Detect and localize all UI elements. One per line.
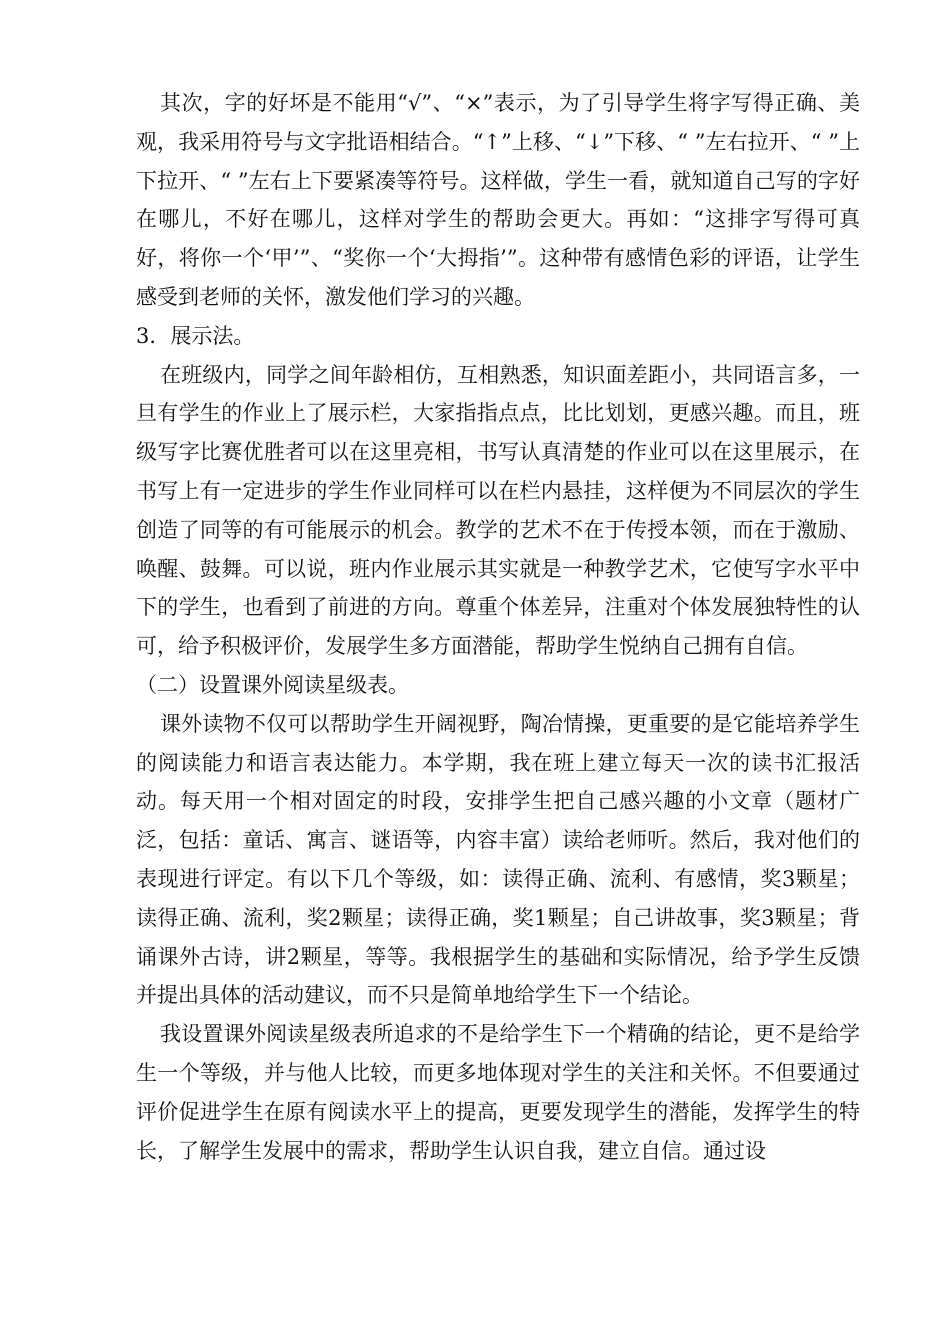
- body-paragraph-reading: 课外读物不仅可以帮助学生开阔视野，陶冶情操，更重要的是它能培养学生的阅读能力和语言表达能力。本学期，我在班上建立每天一次的读书汇报活动。每天用一个相对固定的时段，安排学生把自己感兴趣的小文章（题材广泛，包括：童话、寓言、谜语等，内容丰富）读给老师听。然后，我对他们的表现进行评定。有以下几个等级，如：读得正确、流利、有感情，奖3颗星；读得正确、流利，奖2颗星；读得正确，奖1颗星；自己讲故事，奖3颗星；背诵课外古诗，讲2颗星，等等。我根据学生的基础和实际情况，给予学生反馈并提出具体的活动建议，而不只是简单地给学生下一个结论。: [136, 711, 860, 1008]
- body-paragraph-symbols: 其次，字的好坏是不能用“√”、“×”表示，为了引导学生将字写得正确、美观，我采用符号与文字批语相结合。“↑”上移、“↓”下移、“ ”左右拉开、“ ”上下拉开、“ ”左右上下要紧凑等符号。这样做，学生一看，就知道自己写的字好在哪儿，不好在哪儿，这样对学生的帮助会更大。再如：“这排字写得可真好，将你一个‘甲’”、“奖你一个‘大拇指’”。这种带有感情色彩的评语，让学生感受到老师的关怀，激发他们学习的兴趣。: [136, 91, 860, 309]
- section-heading-display-method: 3．展示法。: [136, 323, 255, 348]
- document-page: [136, 84, 860, 1170]
- body-paragraph-display: 在班级内，同学之间年龄相仿，互相熟悉，知识面差距小，共同语言多，一旦有学生的作业上了展示栏，大家指指点点，比比划划，更感兴趣。而且，班级写字比赛优胜者可以在这里亮相，书写认真清楚的作业可以在这里展示，在书写上有一定进步的学生作业同样可以在栏内悬挂，这样便为不同层次的学生创造了同等的有可能展示的机会。教学的艺术不在于传授本领，而在于激励、唤醒、鼓舞。可以说，班内作业展示其实就是一种教学艺术，它使写字水平中下的学生，也看到了前进的方向。尊重个体差异，注重对个体发展独特性的认可，给予积极评价，发展学生多方面潜能，帮助学生悦纳自己拥有自信。: [136, 362, 860, 659]
- section-heading-reading-star-chart: （二）设置课外阅读星级表。: [136, 672, 409, 697]
- body-paragraph-star-chart-purpose: 我设置课外阅读星级表所追求的不是给学生下一个精确的结论，更不是给学生一个等级，并与他人比较，而更多地体现对学生的关注和关怀。不但要通过评价促进学生在原有阅读水平上的提高，更要发现学生的潜能，发挥学生的特长，了解学生发展中的需求，帮助学生认识自我，建立自信。通过设: [136, 1022, 860, 1163]
